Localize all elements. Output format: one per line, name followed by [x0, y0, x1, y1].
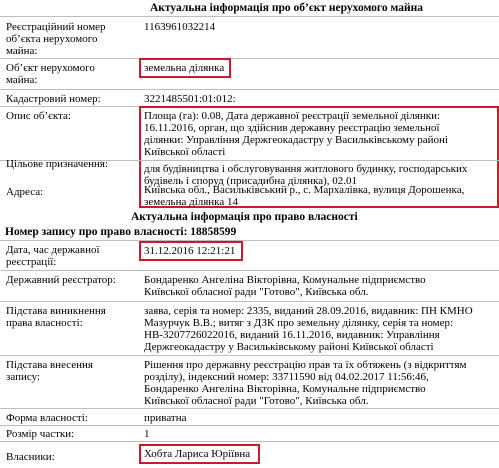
- description-line-4: Київської області: [144, 146, 226, 158]
- entry-basis-label-2: запису:: [6, 371, 41, 383]
- reg-number-label-3: майна:: [6, 45, 38, 57]
- share-value: 1: [144, 428, 150, 440]
- description-label: Опис об’єкта:: [6, 110, 71, 122]
- basis-label-1: Підстава виникнення: [6, 305, 106, 317]
- reg-number-label-1: Реєстраційний номер: [6, 21, 106, 33]
- basis-label-2: права власності:: [6, 317, 83, 329]
- divider: [0, 355, 499, 356]
- entry-basis-line-3: Бондаренко Ангеліна Вікторівна, Комунальне підприємство: [144, 383, 426, 395]
- divider: [0, 240, 499, 241]
- address-label: Адреса:: [6, 186, 44, 198]
- purpose-label: Цільове призначення:: [6, 158, 109, 170]
- address-line-2: земельна ділянка 14: [144, 196, 238, 208]
- owners-label: Власники:: [6, 451, 55, 463]
- basis-line-1: заява, серія та номер: 2335, виданий 28.09.2016, видавник: ПН КМНО: [144, 305, 473, 317]
- entry-basis-line-4: Київської обласної ради "Готово", Київська обл.: [144, 395, 369, 407]
- registrar-line-2: Київської обласної ради "Готово", Київська обл.: [144, 286, 369, 298]
- object-label-1: Об’єкт нерухомого: [6, 62, 95, 74]
- date-label-2: реєстрації:: [6, 256, 57, 268]
- divider: [0, 441, 499, 442]
- owners-value: Хобта Лариса Юріївна: [144, 448, 251, 460]
- object-label-2: майна:: [6, 74, 38, 86]
- divider: [0, 16, 499, 17]
- divider: [0, 425, 499, 426]
- reg-number-label-2: об’єкта нерухомого: [6, 33, 98, 45]
- description-line-3: ділянки: Управління Держгеокадастру у Васильківському районі: [144, 134, 448, 146]
- registrar-label: Державний реєстратор:: [6, 274, 116, 286]
- description-line-1: Площа (га): 0.08, Дата державної реєстрації земельної ділянки:: [144, 110, 441, 122]
- basis-line-4: Держгеокадастру у Васильківському районі Київської області: [144, 341, 434, 353]
- entry-basis-label-1: Підстава внесення: [6, 359, 93, 371]
- form-label: Форма власності:: [6, 412, 88, 424]
- purpose-line-1: для будівництва і обслуговування житлового будинку, господарських: [144, 163, 468, 175]
- registrar-line-1: Бондаренко Ангеліна Вікторівна, Комунальне підприємство: [144, 274, 426, 286]
- entry-basis-line-2: розділу), індексний номер: 33711590 від 04.02.2017 11:56:46,: [144, 371, 429, 383]
- object-section-title: Актуальна інформація про об’єкт нерухомого майна: [150, 2, 423, 14]
- reg-number-value: 1163961032214: [144, 21, 216, 33]
- date-label-1: Дата, час державної: [6, 244, 100, 256]
- divider: [0, 89, 499, 90]
- entry-basis-line-1: Рішення про державну реєстрацію прав та їх обтяжень (з відкриттям: [144, 359, 467, 371]
- purpose-line-2: будівель і споруд (присадибна ділянка), 02.01: [144, 175, 357, 187]
- divider: [0, 270, 499, 271]
- divider: [0, 408, 499, 409]
- share-label: Розмір частки:: [6, 428, 75, 440]
- basis-line-2: Мазурчук В.В.; витяг з ДЗК про земельну ділянку, серія та номер:: [144, 317, 454, 329]
- cadastral-label: Кадастровий номер:: [6, 93, 101, 105]
- ownership-section-title: Актуальна інформація про право власності: [131, 211, 358, 223]
- divider: [0, 301, 499, 302]
- basis-line-3: НВ-3207726022016, виданий 16.11.2016, видавник: Управління: [144, 329, 440, 341]
- form-value: приватна: [144, 412, 187, 424]
- address-line-1: Київська обл., Васильківський р., с. Мархалівка, вулиця Дорошенка,: [144, 184, 465, 196]
- cadastral-value: 3221485501:01:012:: [144, 93, 236, 105]
- description-line-2: 16.11.2016, орган, що здійснив державну реєстрацію земельної: [144, 122, 440, 134]
- divider: [0, 58, 499, 59]
- record-number: Номер запису про право власності: 18858599: [5, 226, 237, 238]
- object-value: земельна ділянка: [144, 62, 225, 74]
- date-value: 31.12.2016 12:21:21: [144, 245, 236, 257]
